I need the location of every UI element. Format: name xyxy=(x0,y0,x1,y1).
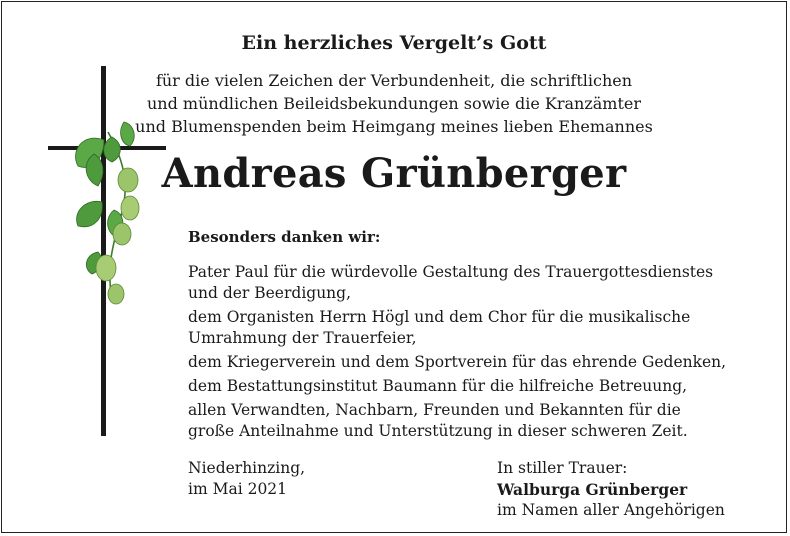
intro-line: und mündlichen Beileidsbekundungen sowie die Kranzämter xyxy=(146,94,642,113)
intro-text xyxy=(2,69,786,138)
thanks-line: allen Verwandten, Nachbarn, Freunden und Bekannten für die xyxy=(188,401,681,419)
thanks-line: und der Beerdigung, xyxy=(188,284,352,302)
thanks-line: große Anteilnahme und Unterstützung in dieser schweren Zeit. xyxy=(188,422,688,440)
list-item xyxy=(188,307,768,349)
intro-line: und Blumenspenden beim Heimgang meines lieben Ehemannes xyxy=(135,117,653,136)
signature-block xyxy=(497,458,725,521)
thanks-list xyxy=(188,262,768,445)
place-and-date xyxy=(188,458,305,500)
thanks-line: dem Organisten Herrn Högl und dem Chor für die musikalische xyxy=(188,308,691,326)
list-item xyxy=(188,400,768,442)
signature-label: In stiller Trauer: xyxy=(497,459,628,477)
place-date: im Mai 2021 xyxy=(188,480,288,498)
list-item xyxy=(188,376,768,397)
thanks-line: dem Kriegerverein und dem Sportverein für das ehrende Gedenken, xyxy=(188,353,727,371)
place-town: Niederhinzing, xyxy=(188,459,306,477)
thanks-line: Pater Paul für die würdevolle Gestaltung des Trauergottesdienstes xyxy=(188,263,714,281)
list-item xyxy=(188,262,768,304)
heading: Ein herzliches Vergelt’s Gott xyxy=(241,32,547,54)
thanks-line: dem Bestattungsinstitut Baumann für die hilfreiche Betreuung, xyxy=(188,377,688,395)
thanks-title: Besonders danken wir: xyxy=(188,228,381,246)
deceased-name: Andreas Grünberger xyxy=(161,150,627,197)
signature-name: Walburga Grünberger xyxy=(497,480,688,499)
list-item xyxy=(188,352,768,373)
obituary-notice xyxy=(1,1,787,533)
thanks-line: Umrahmung der Trauerfeier, xyxy=(188,329,417,347)
intro-line: für die vielen Zeichen der Verbundenheit, die schriftlichen xyxy=(155,71,633,90)
signature-note: im Namen aller Angehörigen xyxy=(497,501,725,519)
